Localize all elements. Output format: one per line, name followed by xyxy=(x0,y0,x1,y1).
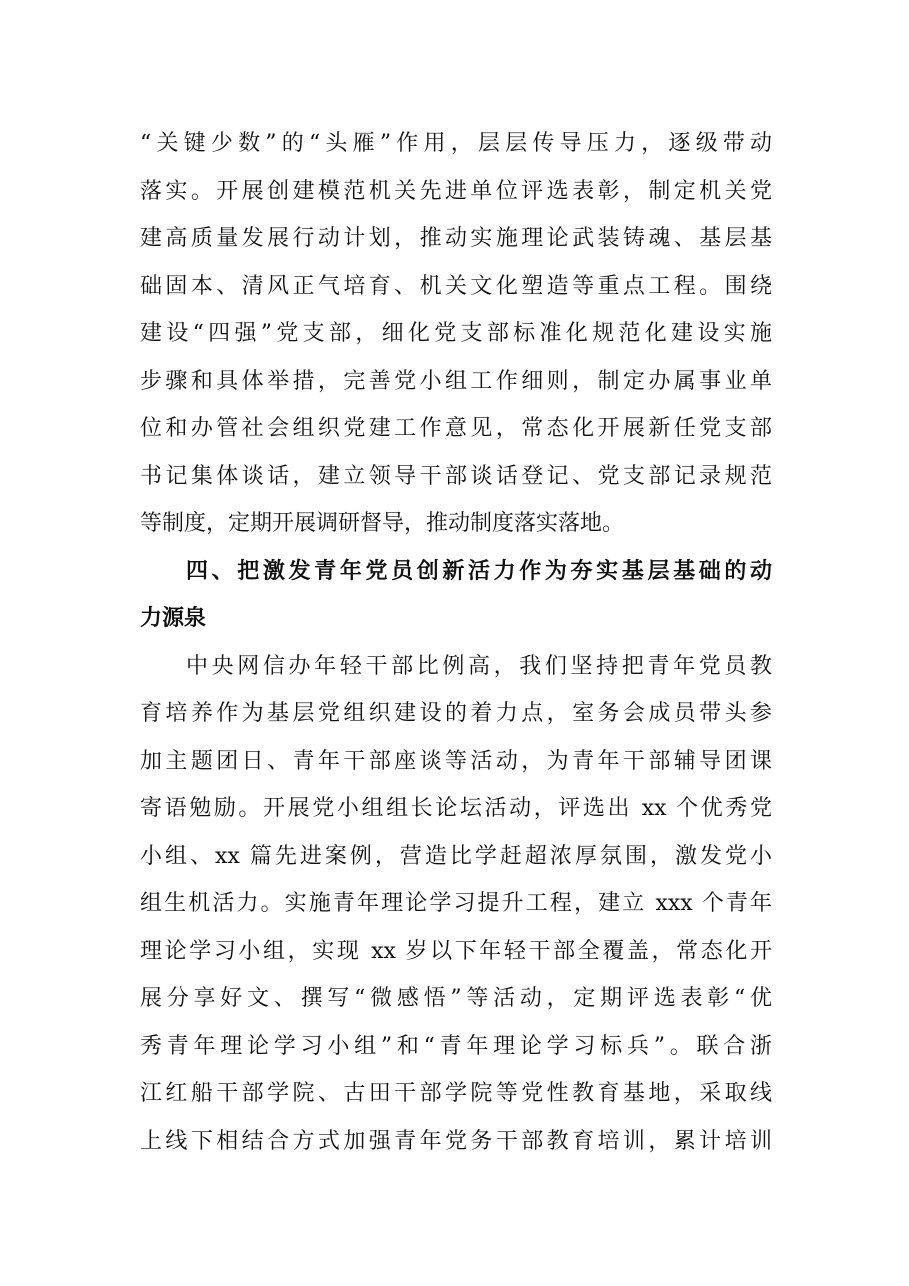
text-line: 落实。开展创建模范机关先进单位评选表彰，制定机关党 xyxy=(140,178,772,204)
text-line: “关键少数”的“头雁”作用，层层传导压力，逐级带动 xyxy=(140,131,772,156)
text-line: 等制度，定期开展调研督导，推动制度落实落地。 xyxy=(140,511,625,536)
heading-line: 力源泉 xyxy=(140,606,207,631)
text-line: 位和办管社会组织党建工作意见，常态化开展新任党支部 xyxy=(140,416,772,441)
text-line: 江红船干部学院、古田干部学院等党性教育基地，采取线 xyxy=(140,1081,772,1106)
text-line: 建高质量发展行动计划，推动实施理论武装铸魂、基层基 xyxy=(140,226,772,251)
text-line: 上线下相结合方式加强青年党务干部教育培训，累计培训 xyxy=(140,1128,772,1154)
text-line: 中央网信办年轻干部比例高，我们坚持把青年党员教 xyxy=(186,653,772,679)
heading-line: 四、把激发青年党员创新活力作为夯实基层基础的动 xyxy=(186,558,772,584)
text-line: 育培养作为基层党组织建设的着力点，室务会成员带头参 xyxy=(140,701,772,726)
text-line: 展分享好文、撰写“微感悟”等活动，定期评选表彰“优 xyxy=(140,986,772,1011)
text-line: 秀青年理论学习小组”和“青年理论学习标兵”。联合浙 xyxy=(140,1033,772,1059)
paragraph-continuation xyxy=(140,120,772,548)
text-line: 理论学习小组，实现 xx 岁以下年轻干部全覆盖，常态化开 xyxy=(140,938,772,964)
text-line: 步骤和具体举措，完善党小组工作细则，制定办属事业单 xyxy=(140,368,772,394)
section-heading xyxy=(140,548,772,643)
text-line: 书记集体谈话，建立领导干部谈话登记、党支部记录规范 xyxy=(140,463,772,489)
paragraph xyxy=(140,643,772,1166)
text-line: 小组、xx 篇先进案例，营造比学赶超浓厚氛围，激发党小 xyxy=(140,843,772,869)
text-line: 础固本、清风正气培育、机关文化塑造等重点工程。围绕 xyxy=(140,273,772,299)
text-line: 建设“四强”党支部，细化党支部标准化规范化建设实施 xyxy=(140,321,772,346)
text-line: 组生机活力。实施青年理论学习提升工程，建立 xxx 个青年 xyxy=(140,891,772,916)
text-line: 加主题团日、青年干部座谈等活动，为青年干部辅导团课 xyxy=(140,748,772,774)
text-line: 寄语勉励。开展党小组组长论坛活动，评选出 xx 个优秀党 xyxy=(140,796,772,821)
document-body xyxy=(140,120,772,1165)
